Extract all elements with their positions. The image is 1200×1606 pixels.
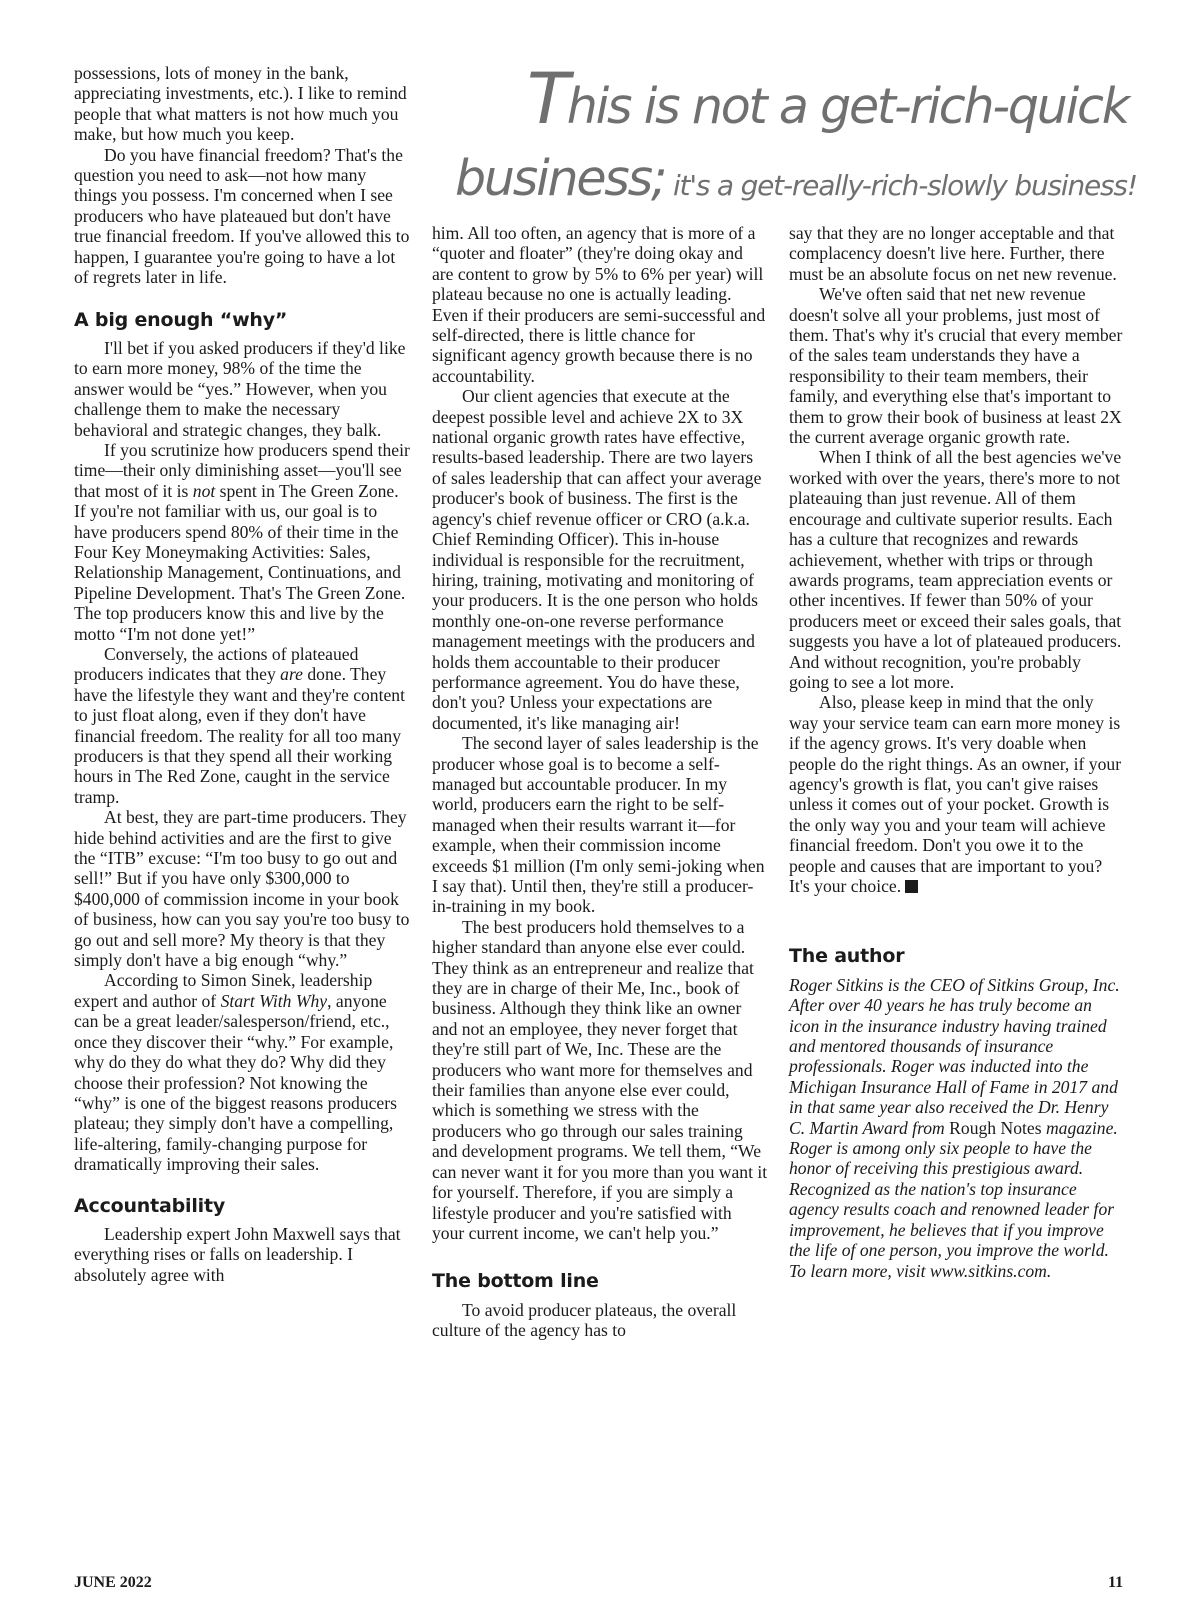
- section-heading-accountability: Accountability: [74, 1194, 226, 1217]
- pull-quote-line-2-small: it's a get-really-rich-slowly business!: [665, 169, 1137, 202]
- author-bio: [789, 975, 1125, 1179]
- text-run: Also, please keep in mind that the only way your service team can earn more money is if the agency grows. It's very doable when people do the right things. As an owner, if your agency's growth is flat, you can't give raises unless it comes out of your pocket. Growth is the only way you and your team will achieve financial freedom. Don't you owe it to the people and causes that are important to you? It's your choice.: [789, 692, 1122, 896]
- paragraph: [74, 644, 410, 807]
- pull-quote-initial: T: [527, 58, 567, 140]
- text-run: , anyone can be a great leader/salesperson/friend, etc., once they discover their “why.” For example, why do they do what they do? Why did they choose their profession? Not knowing the “why” is one of the biggest reasons producers plateau; they simply don't have a compelling, life-altering, family-changing purpose for dramatically improving their sales.: [74, 990, 397, 1175]
- column-1: [74, 63, 410, 1285]
- text-run: According to Simon Sinek, leadership expert and author of: [74, 970, 373, 1011]
- page-number: 11: [1108, 1574, 1124, 1591]
- magazine-name: Rough Notes: [949, 1117, 1042, 1138]
- paragraph: We've often said that net new revenue doesn't solve all your problems, just most of them. That's why it's crucial that every member of the sales team understands they have a responsibility to their team members, their family, and everything else that's important to them to grow their book of business at least 2X the current average organic growth rate.: [789, 284, 1123, 448]
- pull-quote-line-1-text: his is not a get-rich-quick: [566, 78, 1128, 135]
- paragraph: Do you have financial freedom? That's the question you need to ask—not how many things you possess. I'm concerned when I see producers who have plateaued but don't have true financial freedom. If you've allowed this to happen, I guarantee you're going to have a lot of regrets later in life.: [74, 144, 410, 288]
- section-heading-bottom-line: The bottom line: [432, 1270, 599, 1293]
- paragraph: possessions, lots of money in the bank, appreciating investments, etc.). I like to remind people that what matters is not how much you make, but how much you keep.: [74, 63, 407, 145]
- paragraph: say that they are no longer acceptable and that complacency doesn't live here. Further, there must be an absolute focus on net new revenue.: [789, 223, 1117, 284]
- text-run: done. They have the lifestyle they want and they're content to just float along, even if they don't have financial freedom. The reality for all too many producers is that they spend all their working hours in The Red Zone, caught in the service tramp.: [74, 664, 405, 807]
- paragraph: [74, 970, 410, 1174]
- paragraph: him. All too often, an agency that is more of a “quoter and floater” (they're doing okay and are content to grow by 5% to 6% per year) will plateau because no one is actually leading. Even if their producers are semi-successful and self-directed, there is little chance for significant agency growth because there is no accountability.: [432, 223, 766, 386]
- emphasis: are: [280, 664, 303, 685]
- pull-quote-line-2-big: business;: [455, 150, 666, 207]
- footer-issue-date: JUNE 2022: [74, 1574, 152, 1591]
- column-3: [789, 223, 1125, 1281]
- text-run: spent in The Green Zone. If you're not familiar with us, our goal is to have producers spend 80% of their time in the Four Key Moneymaking Activities: Sales, Relationship Management, Continuations, and Pipeline Development. That's The Green Zone. The top producers know this and live by the motto “I'm not done yet!”: [74, 480, 406, 644]
- paragraph: [789, 692, 1125, 896]
- section-heading-author: The author: [789, 945, 905, 968]
- paragraph: When I think of all the best agencies we've worked with over the years, there's more to not plateauing than just revenue. All of them encourage and cultivate superior results. Each has a culture that recognizes and rewards achievement, whether with trips or through awards programs, team appreciation events or other incentives. If fewer than 50% of your producers meet or exceed their sales goals, that suggests you have a lot of plateaued producers. And without recognition, you're probably going to see a lot more.: [789, 447, 1122, 692]
- paragraph: Our client agencies that execute at the deepest possible level and achieve 2X to 3X national organic growth rates have effective, results-based leadership. There are two layers of sales leadership that can affect your average producer's book of business. The first is the agency's chief revenue officer or CRO (a.k.a. Chief Reminding Officer). This in-house individual is responsible for the recruitment, hiring, training, motivating and monitoring of your producers. It is the one person who holds monthly one-on-one reverse performance management meetings with the producers and holds them accountable to their producer performance agreement. You do have these, don't you? Unless your expectations are documented, it's like managing air!: [432, 386, 762, 733]
- paragraph: [74, 440, 410, 644]
- paragraph: The best producers hold themselves to a higher standard than anyone else ever could. They think as an entrepreneur and realize that they are in charge of their Me, Inc., book of business. Although they think like an owner and not an employee, they never forget that they're still part of We, Inc. These are the producers who want more for themselves and their families than anyone else ever could, which is something we stress with the producers who go through our sales training and development programs. We tell them, “We can never want it for you more than you want it for yourself. Therefore, if you are simply a lifestyle producer and you're satisfied with your current income, we can't help you.”: [432, 916, 768, 1243]
- paragraph: I'll bet if you asked producers if they'd like to earn more money, 98% of the time the answer would be “yes.” However, when you challenge them to make the necessary behavioral and strategic changes, they balk.: [74, 337, 406, 440]
- text-run: magazine. Roger is among only six people to have the honor of receiving this prestigious award.: [789, 1117, 1118, 1179]
- paragraph: The second layer of sales leadership is the producer whose goal is to become a self-managed but accountable producer. In my world, producers earn the right to be self-managed when their results warrant it—for example, when their commission income exceeds $1 million (I'm only semi-joking when I say that). Until then, they're still a producer-in-training in my book.: [432, 733, 765, 917]
- text-run: Roger Sitkins is the CEO of Sitkins Group, Inc. After over 40 years he has truly become an icon in the insurance industry having trained and mentored thousands of insurance professionals. Roger was inducted into the Michigan Insurance Hall of Fame in 2017 and in that same year also received the Dr. Henry C. Martin Award from: [789, 974, 1120, 1138]
- emphasis: not: [192, 480, 216, 501]
- section-heading-why: A big enough “why”: [74, 309, 288, 332]
- text-run: Conversely, the actions of plateaued producers indicates that they: [74, 643, 359, 685]
- pull-quote-line-1: [527, 58, 1128, 140]
- pull-quote-line-2: [455, 150, 1137, 207]
- book-title: Start With Why: [220, 990, 328, 1011]
- text-run: If you scrutinize how producers spend their time—their only diminishing asset—you'll see that most of it is: [74, 439, 410, 501]
- paragraph: Leadership expert John Maxwell says that everything rises or falls on leadership. I absolutely agree with: [74, 1223, 401, 1285]
- paragraph: At best, they are part-time producers. They hide behind activities and are the first to give the “ITB” excuse: “I'm too busy to go out and sell!” But if you have only $300,000 to $400,000 of commission income in your book of business, how can you say you're too busy to go out and sell more? My theory is that they simply don't have a big enough “why.”: [74, 807, 410, 971]
- column-2: [432, 223, 768, 1341]
- paragraph: To avoid producer plateaus, the overall culture of the agency has to: [432, 1299, 737, 1341]
- author-bio-2: Recognized as the nation's top insurance agency results coach and renowned leader for improvement, he believes that if you improve the life of one person, you improve the world. To learn more, visit www.sitkins.com.: [789, 1178, 1115, 1281]
- end-mark-icon: [905, 880, 918, 893]
